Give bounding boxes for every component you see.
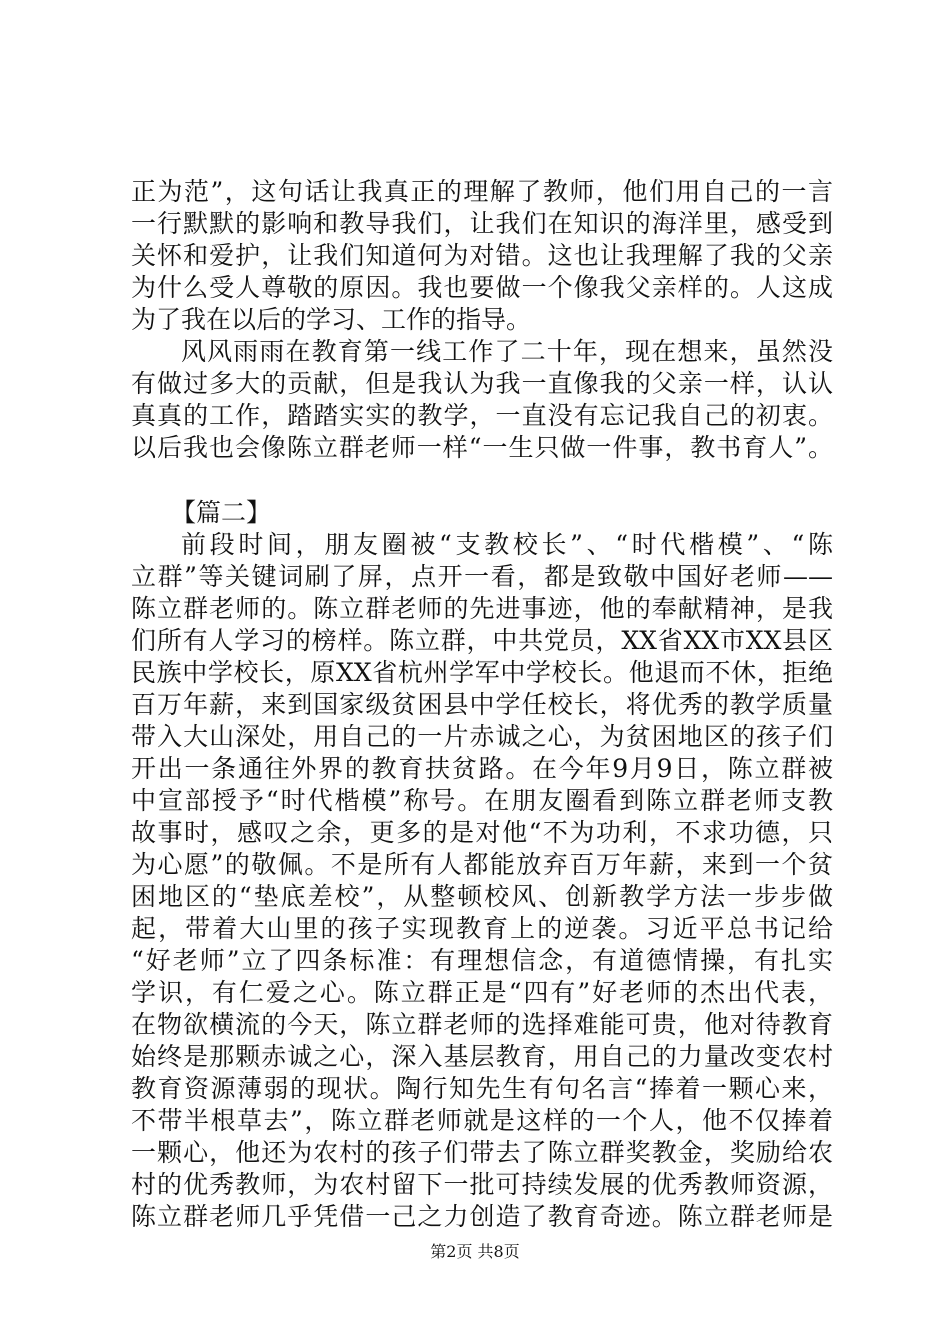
text-line: 真真的工作，踏踏实实的教学，一直没有忘记我自己的初衷。 <box>131 401 833 430</box>
text-line: 故事时，感叹之余，更多的是对他“不为功利，不求功德，只 <box>131 818 833 847</box>
text-line: 百万年薪，来到国家级贫困县中学任校长，将优秀的教学质量 <box>131 690 833 719</box>
text-line: 正为范”，这句话让我真正的理解了教师，他们用自己的一言 <box>131 177 833 206</box>
text-line: 风风雨雨在教育第一线工作了二十年，现在想来，虽然没 <box>181 337 833 366</box>
text-line: 关怀和爱护，让我们知道何为对错。这也让我理解了我的父亲 <box>131 241 833 270</box>
text-line: 中宣部授予“时代楷模”称号。在朋友圈看到陈立群老师支教 <box>131 786 833 815</box>
text-line: 一行默默的影响和教导我们，让我们在知识的海洋里，感受到 <box>131 209 833 238</box>
text-line: 以后我也会像陈立群老师一样“一生只做一件事，教书育人”。 <box>131 433 833 462</box>
text-line: 教育资源薄弱的现状。陶行知先生有句名言“捧着一颗心来， <box>131 1074 833 1103</box>
text-line: 一颗心，他还为农村的孩子们带去了陈立群奖教金，奖励给农 <box>131 1138 833 1167</box>
text-line: 立群”等关键词刷了屏，点开一看，都是致敬中国好老师—— <box>131 562 833 591</box>
text-line: 为了我在以后的学习、工作的指导。 <box>131 305 532 334</box>
page-footer <box>0 1242 950 1262</box>
text-line: 为什么受人尊敬的原因。我也要做一个像我父亲样的。人这成 <box>131 273 833 302</box>
text-line: 为心愿”的敬佩。不是所有人都能放弃百万年薪，来到一个贫 <box>131 850 833 879</box>
text-line: 不带半根草去”，陈立群老师就是这样的一个人，他不仅捧着 <box>131 1106 833 1135</box>
text-line: “好老师”立了四条标准：有理想信念，有道德情操，有扎实 <box>131 946 833 975</box>
text-line: 在物欲横流的今天，陈立群老师的选择难能可贵，他对待教育 <box>131 1010 833 1039</box>
text-line: 们所有人学习的榜样。陈立群，中共党员，XX省XX市XX县区 <box>131 626 833 655</box>
text-line: 有做过多大的贡献，但是我认为我一直像我的父亲一样，认认 <box>131 369 833 398</box>
text-line: 开出一条通往外界的教育扶贫路。在今年9月9日，陈立群被 <box>131 754 833 783</box>
text-line: 陈立群老师几乎凭借一己之力创造了教育奇迹。陈立群老师是 <box>131 1202 833 1231</box>
paragraph-1 <box>131 176 833 336</box>
section-spacer <box>131 464 833 497</box>
page-number: 第2页 共8页 <box>430 1242 520 1261</box>
section-heading: 【篇二】 <box>171 498 272 527</box>
document-body <box>131 176 833 1233</box>
paragraph-2 <box>131 336 833 464</box>
text-line: 前段时间，朋友圈被“支教校长”、“时代楷模”、“陈 <box>181 530 833 559</box>
text-line: 学识，有仁爱之心。陈立群正是“四有”好老师的杰出代表， <box>131 978 833 1007</box>
text-line: 陈立群老师的。陈立群老师的先进事迹，他的奉献精神，是我 <box>131 594 833 623</box>
text-line: 起，带着大山里的孩子实现教育上的逆袭。习近平总书记给 <box>131 914 833 943</box>
text-line: 带入大山深处，用自己的一片赤诚之心，为贫困地区的孩子们 <box>131 722 833 751</box>
paragraph-3 <box>131 529 833 1233</box>
text-line: 村的优秀教师，为农村留下一批可持续发展的优秀教师资源， <box>131 1170 833 1199</box>
text-line: 困地区的“垫底差校”，从整顿校风、创新教学方法一步步做 <box>131 882 833 911</box>
text-line: 民族中学校长，原XX省杭州学军中学校长。他退而不休，拒绝 <box>131 658 833 687</box>
text-line: 始终是那颗赤诚之心，深入基层教育，用自己的力量改变农村 <box>131 1042 833 1071</box>
